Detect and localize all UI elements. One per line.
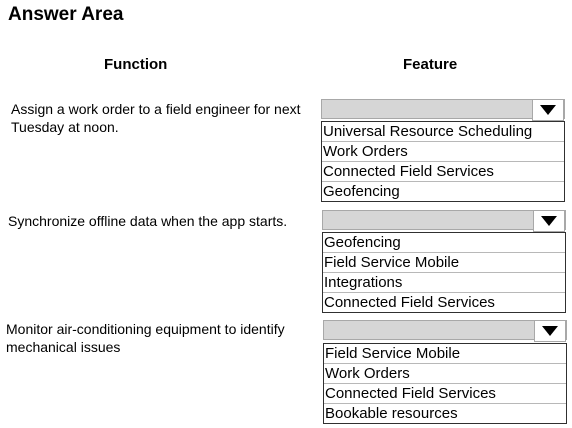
dropdown-options-list (321, 121, 565, 202)
triangle-down-icon (541, 325, 559, 337)
dropdown-option[interactable]: Universal Resource Scheduling (323, 123, 533, 140)
dropdown-select-box[interactable] (323, 320, 567, 340)
function-text-3: Monitor air-conditioning equipment to identify mechanical issues (6, 321, 285, 355)
dropdown-options-list (323, 343, 567, 424)
answer-area-title: Answer Area (8, 4, 124, 25)
feature-dropdown-3[interactable] (323, 320, 567, 424)
feature-dropdown-2[interactable] (322, 210, 566, 313)
dropdown-option[interactable]: Field Service Mobile (325, 345, 461, 362)
dropdown-arrow-button[interactable] (534, 320, 566, 342)
dropdown-option[interactable]: Connected Field Services (322, 161, 564, 181)
dropdown-select-box[interactable] (322, 210, 566, 230)
dropdown-select-box[interactable] (321, 99, 565, 119)
dropdown-option[interactable]: Work Orders (324, 363, 566, 383)
dropdown-option[interactable]: Geofencing (322, 181, 564, 201)
dropdown-option[interactable]: Connected Field Services (323, 292, 565, 312)
dropdown-arrow-button[interactable] (533, 210, 565, 232)
function-text-2: Synchronize offline data when the app starts. (8, 213, 288, 229)
dropdown-option[interactable]: Geofencing (324, 234, 401, 251)
triangle-down-icon (540, 215, 558, 227)
dropdown-option[interactable]: Work Orders (322, 141, 564, 161)
function-text-1: Assign a work order to a field engineer for next Tuesday at noon. (11, 101, 301, 135)
dropdown-option[interactable]: Field Service Mobile (323, 252, 565, 272)
dropdown-arrow-button[interactable] (532, 99, 564, 121)
feature-dropdown-1[interactable] (321, 99, 565, 202)
dropdown-option[interactable]: Integrations (323, 272, 565, 292)
dropdown-option[interactable]: Connected Field Services (324, 383, 566, 403)
dropdown-options-list (322, 232, 566, 313)
function-column-header: Function (104, 56, 168, 73)
dropdown-option[interactable]: Bookable resources (324, 403, 566, 423)
triangle-down-icon (539, 104, 557, 116)
feature-column-header: Feature (403, 56, 458, 73)
